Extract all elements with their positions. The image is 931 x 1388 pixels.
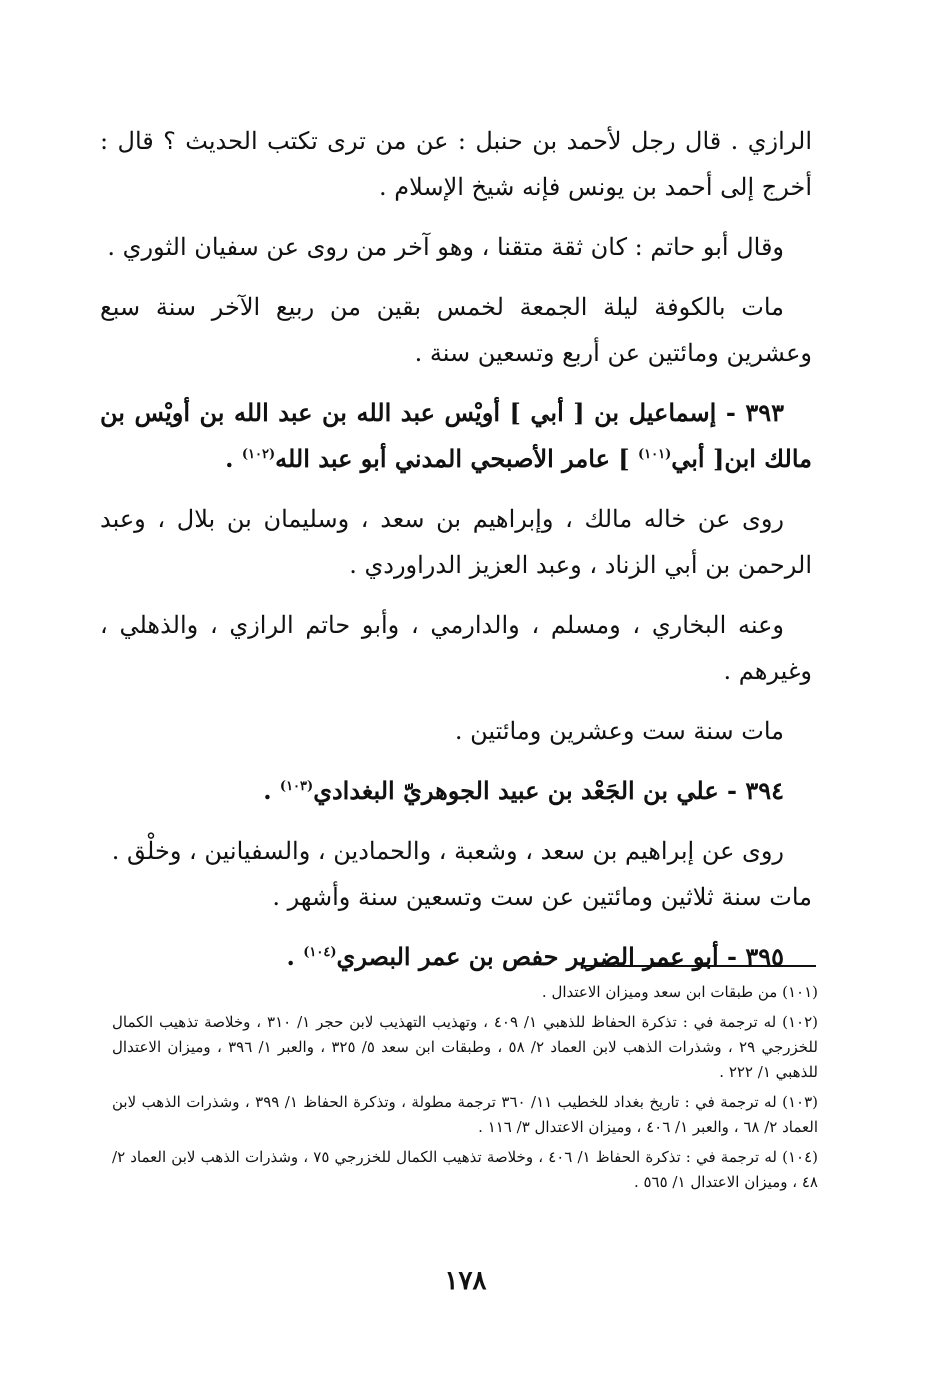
footnote-number: (١٠٣) — [782, 1093, 819, 1111]
footnote-102 — [112, 1010, 818, 1085]
entry-name-part2: ] عامر الأصبحي المدني أبو عبد الله — [275, 444, 630, 473]
paragraph-death-230: مات سنة ثلاثين ومائتين عن ست وتسعين سنة وأشهر . — [272, 883, 812, 911]
footnote-ref-104[interactable]: (١٠٤) — [303, 945, 337, 960]
paragraph-death-kufa: مات بالكوفة ليلة الجمعة لخمس بقين من ربيع الآخر سنة سبع وعشرين ومائتين عن أربع وتسعين سنة . — [100, 293, 812, 367]
entry-name: أبو عمر الضرير حفص بن عمر البصري — [336, 942, 719, 971]
entry-395-heading — [100, 934, 812, 980]
footnote-text: له ترجمة في : تذكرة الحفاظ ١/ ٤٠٦ ، وخلاصة تذهيب الكمال للخزرجي ٧٥ ، وشذرات الذهب لابن العماد ٢/ ٤٨ ، وميزان الاعتدال ١/ ٥٦٥ . — [112, 1148, 818, 1191]
paragraph-death-226: مات سنة ست وعشرين ومائتين . — [454, 717, 784, 745]
paragraph-narrated-from: روى عن خاله مالك ، وإبراهيم بن سعد ، وسليمان بن بلال ، وعبد الرحمن بن أبي الزناد ، وعبد العزيز الدراوردي . — [100, 505, 812, 579]
paragraph-narrated-from-394: روى عن إبراهيم بن سعد ، وشعبة ، والحمادين ، والسفيانين ، وخلْق . — [111, 837, 784, 865]
entry-393-heading — [100, 390, 812, 482]
page-number: ١٧٨ — [444, 1266, 487, 1296]
footnote-text: له ترجمة في : تاريخ بغداد للخطيب ١١/ ٣٦٠ ترجمة مطولة ، وتذكرة الحفاظ ١/ ٣٩٩ ، وشذرات الذهب لابن العماد ٢/ ٦٨ ، والعبر ١/ ٤٠٦ ، وميزان الاعتدال ٣/ ١١٦ . — [112, 1093, 818, 1136]
footnote-divider — [581, 965, 816, 967]
footnote-104 — [112, 1145, 818, 1195]
footnote-101 — [112, 980, 818, 1005]
footnote-ref-102[interactable]: (١٠٢) — [241, 447, 276, 462]
entry-end: . — [225, 444, 234, 473]
paragraph-razi-quote: الرازي . قال رجل لأحمد بن حنبل : عن من ترى تكتب الحديث ؟ قال : أخرج إلى أحمد بن يونس فإنه شيخ الإسلام . — [100, 127, 812, 201]
footnote-number: (١٠٢) — [782, 1013, 818, 1031]
paragraph-abu-hatim: وقال أبو حاتم : كان ثقة متقنا ، وهو آخر من روى عن سفيان الثوري . — [107, 233, 784, 261]
footnote-text: من طبقات ابن سعد وميزان الاعتدال . — [541, 983, 778, 1001]
entry-name-part1: إسماعيل بن [ أبي ] أويْس عبد الله بن عبد الله بن أويْس بن مالك ابن[ أبي — [100, 398, 812, 473]
footnote-number: (١٠١) — [782, 983, 818, 1001]
entry-number: ٣٩٤ - — [727, 776, 784, 805]
entry-end: . — [286, 942, 295, 971]
entry-name: علي بن الجَعْد بن عبيد الجوهريّ البغدادي — [313, 776, 719, 805]
footnote-103 — [112, 1090, 818, 1140]
entry-number: ٣٩٣ - — [725, 398, 784, 427]
footnote-ref-101[interactable]: (١٠١) — [637, 447, 672, 462]
main-text — [100, 118, 812, 994]
footnotes — [112, 980, 818, 1200]
footnote-text: له ترجمة في : تذكرة الحفاظ للذهبي ١/ ٤٠٩ ، وتهذيب التهذيب لابن حجر ١/ ٣١٠ ، وخلاصة تذهيب الكمال للخزرجي ٢٩ ، وشذرات الذهب لابن العماد ٢/ ٥٨ ، وطبقات ابن سعد ٥/ ٣٢٥ ، والعبر ١/ ٣٩٦ ، وميزان الاعتدال للذهبي ١/ ٢٢٢ . — [112, 1013, 818, 1081]
entry-394-heading — [100, 768, 812, 814]
entry-number: ٣٩٥ - — [727, 942, 784, 971]
paragraph-narrators: وعنه البخاري ، ومسلم ، والدارمي ، وأبو حاتم الرازي ، والذهلي ، وغيرهم . — [100, 611, 812, 685]
entry-end: . — [263, 776, 272, 805]
footnote-ref-103[interactable]: (١٠٣) — [279, 779, 314, 794]
footnote-number: (١٠٤) — [782, 1148, 818, 1166]
